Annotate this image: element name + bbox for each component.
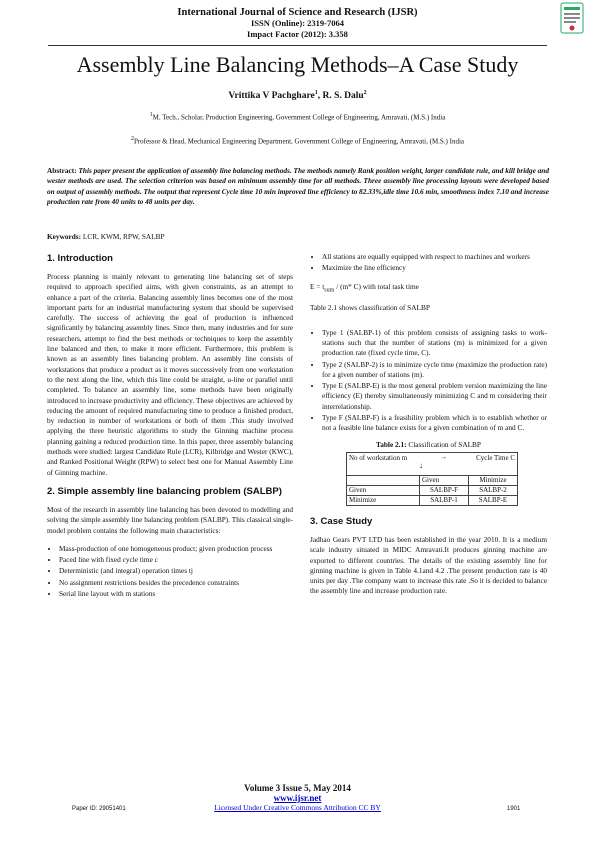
- list-item: • Paced line with fixed cycle time c: [59, 555, 293, 565]
- keywords-text: LCR, KWM, RPW, SALBP: [82, 232, 165, 241]
- efficiency-formula: [310, 282, 547, 296]
- affiliation-1-sup: 1: [149, 112, 153, 118]
- paper-title: Assembly Line Balancing Methods–A Case Study: [76, 52, 519, 77]
- table-caption: [310, 440, 547, 450]
- journal-logo-icon: [560, 2, 584, 34]
- table-header-minimize: Minimize: [469, 475, 518, 485]
- footer-journal-link[interactable]: www.ijsr.net: [273, 793, 322, 803]
- left-column: [47, 253, 293, 605]
- affiliation-2: [40, 136, 555, 145]
- formula-rhs: / (m* C) with total task time: [334, 281, 419, 291]
- list-item: • Type E (SALBP-E) is the most general problem version maximizing the line efficiency (E) thereby simultaneously minimizing C and m considering their interrelationship.: [322, 381, 547, 412]
- table-cell: SALBP-E: [469, 495, 518, 505]
- salbp-classification-table: [346, 452, 518, 506]
- table-row-label: Given: [347, 485, 420, 495]
- right-column: [310, 252, 547, 605]
- affiliation-1: [40, 112, 555, 121]
- table-corner-right: Cycle Time C: [476, 453, 515, 462]
- author-2-sup: 2: [363, 90, 367, 96]
- abstract: [47, 166, 549, 207]
- list-item: • Mass-production of one homogeneous product; given production process: [59, 544, 293, 554]
- page-number: 1901: [507, 806, 521, 812]
- journal-header: [0, 7, 595, 40]
- journal-issn: ISSN (Online): 2319-7064: [250, 18, 345, 28]
- section-3-heading: 3. Case Study: [310, 515, 373, 527]
- keywords: [47, 232, 549, 241]
- table-row: [347, 485, 518, 495]
- paper-id: Paper ID: 29051401: [72, 806, 126, 812]
- journal-name: International Journal of Science and Research (IJSR): [177, 7, 418, 18]
- author-line: [0, 90, 595, 101]
- list-item: • Type 2 (SALBP-2) is to minimize cycle time (maximize the production rate) for a given number of stations (m).: [322, 360, 547, 381]
- table-caption-text: Classification of SALBP: [406, 439, 481, 449]
- formula-subscript: sum: [324, 287, 335, 294]
- table-row-label: Minimize: [347, 495, 420, 505]
- section-2-heading: 2. Simple assembly line balancing problem (SALBP): [47, 485, 282, 497]
- table-row: [347, 475, 518, 485]
- author-1: Vrittika V Pachghare: [228, 91, 315, 102]
- table-corner-cell: [347, 452, 518, 475]
- header-divider: [48, 45, 547, 46]
- section-3-paragraph: Jadhao Gears PVT LTD has been established in the year 2010. It is a medium scale industry situated in MIDC Amravati.It produces ginning machine are exported to different countries. The details of the existing assembly line for ginning machine is given in Table 4.1and 4.2 .The present production rate is 40 units per day .The company want to increase this rate .So it is decided to balance the assembly line and increase production rate.: [310, 534, 547, 596]
- author-2: R. S. Dalu: [322, 91, 364, 102]
- affiliation-1-text: M. Tech., Scholar, Production Engineering, Government College of Engineering, Amravati, (M.S.) India: [152, 113, 446, 122]
- list-item: • Type F (SALBP-F) is a feasibility problem which is to establish whether or not a feasible line balance exists for a given combination of m and C.: [322, 413, 547, 434]
- list-item: • No assignment restrictions besides the precedence constraints: [59, 578, 293, 588]
- author-1-sup: 1: [314, 90, 318, 96]
- footer-license-link[interactable]: Licensed Under Creative Commons Attribution CC BY: [214, 803, 381, 812]
- abstract-text: This paper present the application of assembly line balancing methods. The methods namely Rank position weight, larger candidate rule, and kill bridge and wester methods are used. The selection criterion was based on minimum assembly time for all methods. Three assembly line processing layouts were developed based on output of assembly methods. The output that represent Cycle time 10 min improved line efficiency to 82.33%,idle time 10.6 min, smoothness index 7.10 and increase production rate from 40 units to 48 units per day.: [47, 166, 550, 206]
- formula-lhs: E = t: [310, 281, 325, 291]
- affiliation-2-text: Professor & Head, Mechanical Engineering Department, Government College of Engineering, Amravati, (M.S.) India: [133, 137, 465, 146]
- table-row: [347, 452, 518, 475]
- down-arrow-icon: ↓: [419, 460, 423, 470]
- table-row: [347, 495, 518, 505]
- table-corner-left: No of workstation m: [349, 453, 408, 462]
- right-arrow-icon: →: [440, 452, 447, 461]
- keywords-label: Keywords:: [47, 232, 82, 241]
- section-1-paragraph: Process planning is mainly relevant to generating line balancing set of steps required to approach specified aims, with given constraints, as an attempt to enhance a part of the criteria. Balancing assembly lines becomes one of the most important parts for an industrial manufacturing system that should be supervised carefully. The success of achieving the goal of production is influenced significantly by balancing assembly lines. Since then, many industries and for sure researchers, attempt to find the best methods or techniques to keep the assembly line balanced and then, to make it more efficient. Furthermore, this problem is known as an assembly lines balancing problem. An assembly line consists of workstations that produce a product as it moves successively from one workstation to the next along the line, which this line could be straight, u-line or parallel until completed. To balance an assembly line, some methods have been originally introduced to increase productivity and efficiency. These objectives are achieved by reducing the amount of required manufacturing time to produce a finished product, by reduction in number of workstations or both of them .This study involved applying the three heuristic algorithms to study the Ginning machine process planning gaining a reduced production time. In this paper, three assembly balancing methods were studied: largest Candidate Rule (LCR), Kilbridge and Wester (KWC), and Ranked Positional Weight (RPW) to select best one for Manual Assembly Line of Ginning machine.: [47, 272, 293, 477]
- list-item: • All stations are equally equipped with respect to machines and workers: [322, 252, 547, 262]
- table-cell: SALBP-1: [420, 495, 469, 505]
- table-cell: SALBP-2: [469, 485, 518, 495]
- table-cell: SALBP-F: [420, 485, 469, 495]
- affiliation-2-sup: 2: [130, 136, 134, 142]
- journal-impact-factor: Impact Factor (2012): 3.358: [247, 29, 348, 39]
- footer-volume: Volume 3 Issue 5, May 2014: [244, 783, 351, 793]
- author-separator: ,: [317, 91, 323, 102]
- table-header-given: Given: [420, 475, 469, 485]
- list-item: • Serial line layout with m stations: [59, 589, 293, 599]
- list-item: • Type 1 (SALBP-1) of this problem consists of assigning tasks to work-stations such that the number of stations (m) is minimized for a given production rate (fixed cycle time, C).: [322, 328, 547, 359]
- section-2-paragraph: Most of the research in assembly line balancing has been devoted to modelling and solving the simple assembly line balancing problem (SALBP). This classical single-model problem contains the following main characteristics:: [47, 504, 293, 535]
- section-1-heading: 1. Introduction: [47, 253, 113, 264]
- list-item: • Maximize the line efficiency: [322, 263, 547, 273]
- salbp-characteristics-list-cont: [310, 252, 547, 274]
- salbp-types-list: [310, 328, 547, 434]
- list-item: • Deterministic (and integral) operation times tj: [59, 566, 293, 576]
- salbp-characteristics-list: [47, 544, 293, 599]
- table-cell: [347, 475, 420, 485]
- table-caption-label: Table 2.1:: [376, 439, 407, 449]
- abstract-label: Abstract:: [47, 166, 77, 175]
- table-intro: Table 2.1 shows classification of SALBP: [310, 303, 430, 313]
